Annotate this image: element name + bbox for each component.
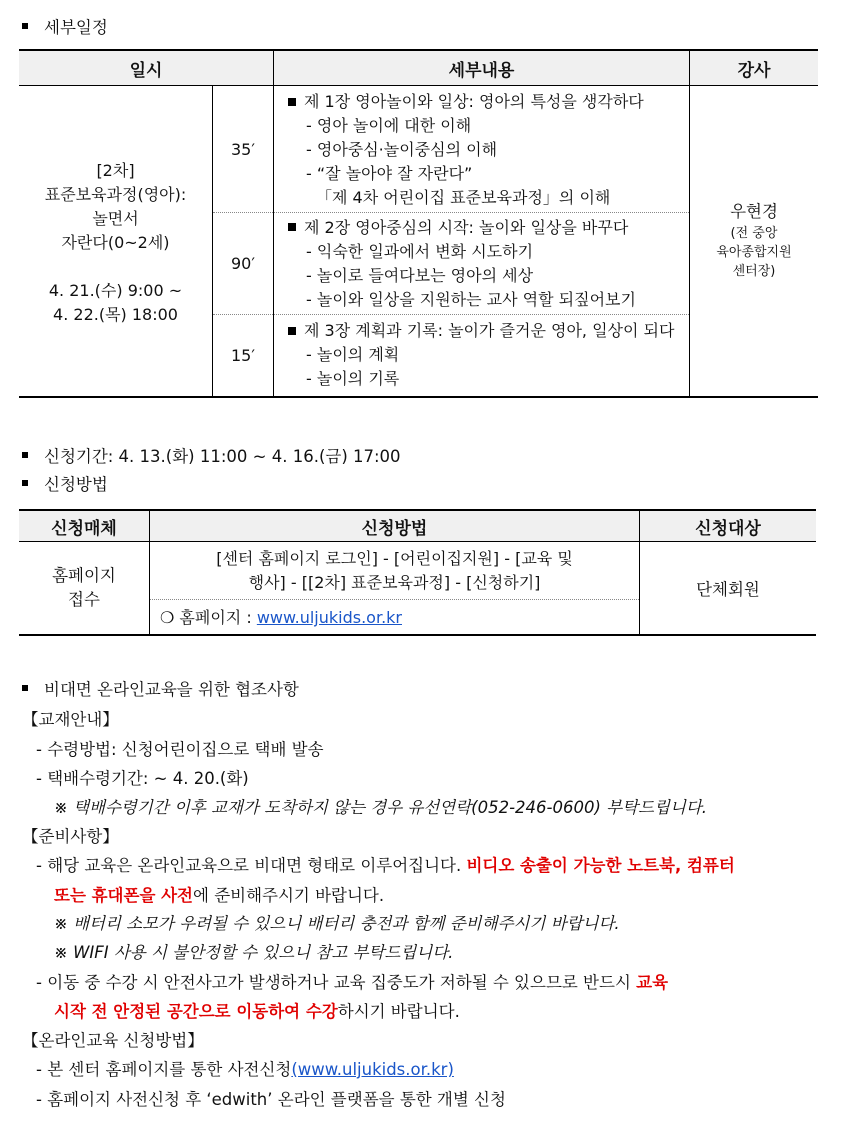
materials-heading: 【교재안내】 bbox=[22, 710, 119, 729]
duration-cell: 35′ bbox=[213, 86, 274, 213]
chapter-item: - 익숙한 일과에서 변화 시도하기 bbox=[306, 241, 534, 261]
online-text: - 본 센터 홈페이지를 통한 사전신청 bbox=[36, 1060, 292, 1079]
materials-item: - 택배수령기간: ~ 4. 20.(화) bbox=[36, 769, 249, 788]
course-line: 놀면서 bbox=[92, 208, 139, 228]
homepage-cell bbox=[150, 600, 640, 635]
prep-emphasis: 또는 휴대폰을 사전 bbox=[54, 886, 194, 905]
prep-text: 에 준비해주시기 바랍니다. bbox=[193, 886, 385, 905]
chapter-title bbox=[274, 216, 689, 240]
header-instructor: 강사 bbox=[690, 50, 819, 86]
date-line: 4. 21.(수) 9:00 ~ bbox=[48, 280, 183, 300]
duration-cell: 90′ bbox=[213, 213, 274, 315]
course-info-cell bbox=[19, 86, 213, 397]
materials-note: ※ 택배수령기간 이후 교재가 도착하지 않는 경우 유선연락(052-246-0600) 부탁드립니다. bbox=[54, 798, 708, 817]
chapter-item: - 영아 놀이에 대한 이해 bbox=[306, 116, 472, 135]
method-line: [센터 홈페이지 로그인] - [어린이집지원] - [교육 및 bbox=[216, 548, 573, 568]
chapter-item: - 놀이의 기록 bbox=[306, 369, 400, 389]
prep-text: 하시기 바랍니다. bbox=[337, 1002, 460, 1021]
chapter-item: - 놀이와 일상을 지원하는 교사 역할 되짚어보기 bbox=[306, 289, 636, 309]
prep-note: ※ 배터리 소모가 우려될 수 있으니 배터리 충전과 함께 준비해주시기 바랍니다. bbox=[54, 914, 620, 933]
schedule-table bbox=[19, 49, 818, 398]
instructor-role-line: 육아종합지원 bbox=[716, 245, 792, 261]
chapter-item: - 놀이로 들여다보는 영아의 세상 bbox=[306, 265, 534, 285]
prep-emphasis: 비디오 송출이 가능한 노트북, 컴퓨터 bbox=[466, 856, 735, 875]
header-medium: 신청매체 bbox=[19, 510, 150, 542]
section-title-schedule bbox=[22, 14, 108, 38]
chapter-item: - “잘 놀아야 잘 자란다” bbox=[306, 164, 473, 183]
homepage-label: ❍ 홈페이지 : bbox=[160, 608, 252, 628]
section-title-cooperation bbox=[22, 676, 299, 700]
online-item-1 bbox=[36, 1056, 454, 1080]
duration-cell: 15′ bbox=[213, 315, 274, 397]
chapter-title-text: 제 3장 계획과 기록: 놀이가 즐거운 영아, 일상이 되다 bbox=[304, 321, 675, 341]
instructor-name: 우현경 bbox=[730, 202, 778, 222]
square-bullet-icon bbox=[288, 327, 296, 335]
instructor-role-line: (전 중앙 bbox=[730, 226, 778, 242]
method-cell bbox=[150, 542, 640, 600]
instructor-role-line: 센터장) bbox=[732, 264, 776, 280]
online-heading: 【온라인교육 신청방법】 bbox=[22, 1031, 204, 1050]
prep-item-2 bbox=[36, 969, 668, 993]
prep-emphasis: 교육 bbox=[636, 973, 669, 992]
method-line: 행사] - [[2차] 표준보육과정] - [신청하기] bbox=[248, 572, 541, 592]
chapter-item: - 영아중심·놀이중심의 이해 bbox=[306, 140, 498, 159]
prep-item-1 bbox=[36, 852, 735, 876]
date-line: 4. 22.(목) 18:00 bbox=[53, 304, 178, 324]
prep-emphasis: 시작 전 안정된 공간으로 이동하여 수강 bbox=[54, 1002, 338, 1021]
chapter-title-text: 제 2장 영아중심의 시작: 놀이와 일상을 바꾸다 bbox=[304, 217, 629, 237]
application-period-text: 신청기간: 4. 13.(화) 11:00 ~ 4. 16.(금) 17:00 bbox=[44, 447, 401, 466]
medium-line: 홈페이지 bbox=[52, 565, 116, 585]
prep-item-2-cont bbox=[54, 998, 460, 1022]
homepage-link[interactable]: www.uljukids.or.kr bbox=[256, 608, 402, 628]
target-cell: 단체회원 bbox=[640, 542, 817, 635]
square-bullet-icon bbox=[288, 223, 296, 231]
application-period bbox=[22, 443, 401, 467]
header-datetime: 일시 bbox=[19, 50, 274, 86]
header-target: 신청대상 bbox=[640, 510, 817, 542]
online-item-2: - 홈페이지 사전신청 후 ‘edwith’ 온라인 플랫폼을 통한 개별 신청 bbox=[36, 1090, 506, 1109]
course-line: 자란다(0~2세) bbox=[61, 232, 170, 252]
chapter-title bbox=[274, 90, 689, 114]
content-cell-3 bbox=[274, 315, 690, 397]
header-details: 세부내용 bbox=[274, 50, 690, 86]
square-bullet-icon bbox=[22, 23, 28, 29]
course-line: 표준보육과정(영아): bbox=[44, 184, 187, 204]
prep-item-1-cont bbox=[54, 882, 384, 906]
chapter-item: - 놀이의 계획 bbox=[306, 345, 400, 365]
prep-heading: 【준비사항】 bbox=[22, 827, 119, 846]
content-cell-1 bbox=[274, 86, 690, 213]
chapter-title-text: 제 1장 영아놀이와 일상: 영아의 특성을 생각하다 bbox=[304, 92, 644, 111]
medium-line: 접수 bbox=[68, 589, 100, 609]
application-table bbox=[19, 509, 816, 636]
prep-note: ※ WIFI 사용 시 불안정할 수 있으니 참고 부탁드립니다. bbox=[54, 943, 454, 962]
medium-cell bbox=[19, 542, 150, 635]
instructor-cell bbox=[690, 86, 819, 397]
prep-text: - 해당 교육은 온라인교육으로 비대면 형태로 이루어집니다. bbox=[36, 856, 462, 875]
materials-item: - 수령방법: 신청어린이집으로 택배 발송 bbox=[36, 740, 324, 759]
course-line: [2차] bbox=[96, 160, 135, 180]
header-method: 신청방법 bbox=[150, 510, 640, 542]
square-bullet-icon bbox=[22, 685, 28, 691]
square-bullet-icon bbox=[22, 452, 28, 458]
section-title-text: 세부일정 bbox=[44, 18, 108, 37]
square-bullet-icon bbox=[22, 480, 28, 486]
chapter-item: 「제 4차 어린이집 표준보육과정」의 이해 bbox=[316, 188, 611, 207]
online-homepage-link[interactable]: (www.uljukids.or.kr) bbox=[291, 1060, 454, 1079]
chapter-title bbox=[274, 319, 689, 343]
section-title-text: 비대면 온라인교육을 위한 협조사항 bbox=[44, 680, 299, 699]
section-title-method bbox=[22, 471, 108, 495]
square-bullet-icon bbox=[288, 98, 296, 106]
prep-text: - 이동 중 수강 시 안전사고가 발생하거나 교육 집중도가 저하될 수 있으므로 반드시 bbox=[36, 973, 631, 992]
content-cell-2 bbox=[274, 213, 690, 315]
section-title-text: 신청방법 bbox=[44, 475, 108, 494]
